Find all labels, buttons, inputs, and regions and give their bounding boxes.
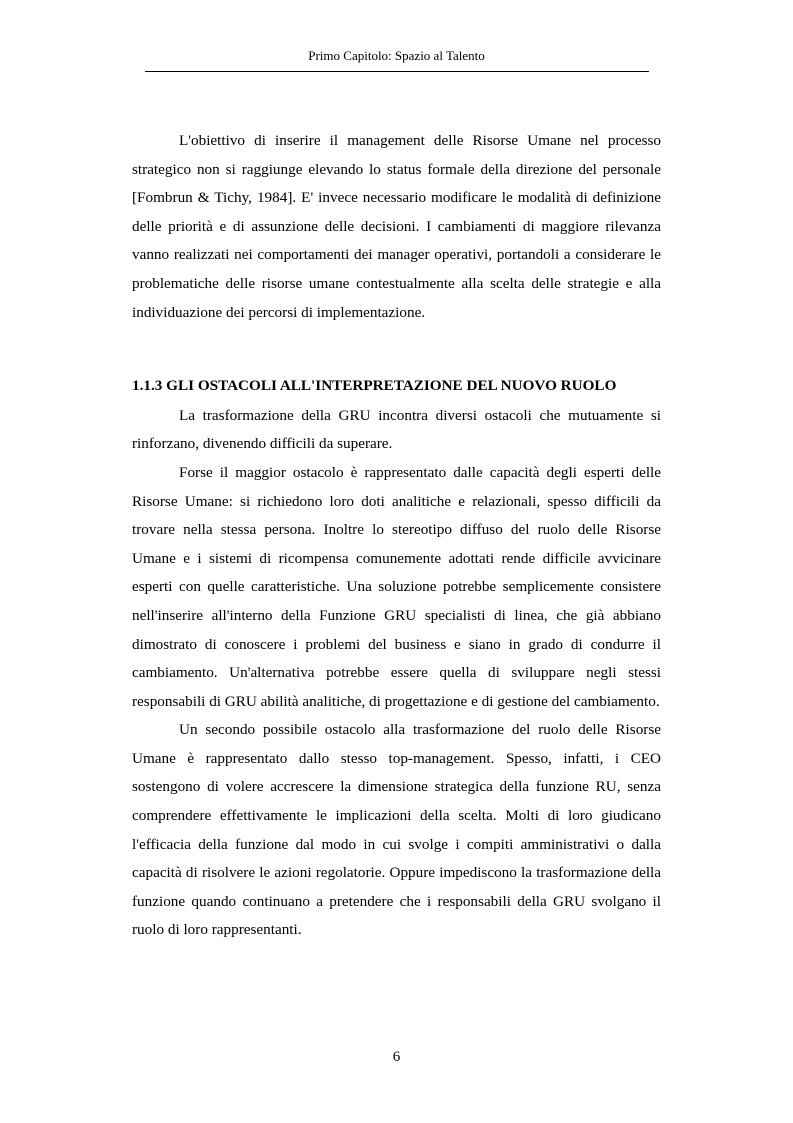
paragraph-4: Un secondo possibile ostacolo alla trasformazione del ruolo delle Risorse Umane è rappresentato dallo stesso top-management. Spesso, infatti, i CEO sostengono di volere accrescere la dimensione strategica della funzione RU, senza comprendere effettivamente le implicazioni della scelta. Molti di loro giudicano l'efficacia della funzione dal modo in cui svolge i compiti amministrativi o dalla capacità di risolvere le azioni regolatorie. Oppure impediscono la trasformazione della funzione quando continuano a pretendere che i responsabili della GRU svolgano il ruolo di loro rappresentanti. [132,721,661,939]
paragraph-2: La trasformazione della GRU incontra diversi ostacoli che mutuamente si rinforzano, divenendo difficili da superare. [132,406,661,453]
running-header: Primo Capitolo: Spazio al Talento [308,48,485,63]
paragraph-1: L'obiettivo di inserire il management delle Risorse Umane nel processo strategico non si raggiunge elevando lo status formale della direzione del personale [Fombrun & Tichy, 1984]. E' invece necessario modificare le modalità di definizione delle priorità e di assunzione delle decisioni. I cambiamenti di maggiore rilevanza vanno realizzati nei comportamenti dei manager operativi, portandoli a considerare le problematiche delle risorse umane contestualmente alla scelta delle strategie e alla individuazione dei percorsi di implementazione. [132,132,661,321]
body-text [132,127,661,945]
header-divider [145,71,649,72]
section-heading: 1.1.3 GLI OSTACOLI ALL'INTERPRETAZIONE DEL NUOVO RUOLO [132,377,617,395]
page-number: 6 [392,1049,401,1065]
paragraph-3: Forse il maggior ostacolo è rappresentato dalle capacità degli esperti delle Risorse Umane: si richiedono loro doti analitiche e relazionali, spesso difficili da trovare nella stessa persona. Inoltre lo stereotipo diffuso del ruolo delle Risorse Umane e i sistemi di ricompensa comunemente adottati rende difficile avvicinare esperti con quelle caratteristiche. Una soluzione potrebbe semplicemente consistere nell'inserire all'interno della Funzione GRU specialisti di linea, che già abbiano dimostrato di conoscere i problemi del business e siano in grado di condurre il cambiamento. Un'alternativa potrebbe essere quella di sviluppare negli stessi responsabili di GRU abilità analitiche, di progettazione e di gestione del cambiamento. [132,463,661,710]
